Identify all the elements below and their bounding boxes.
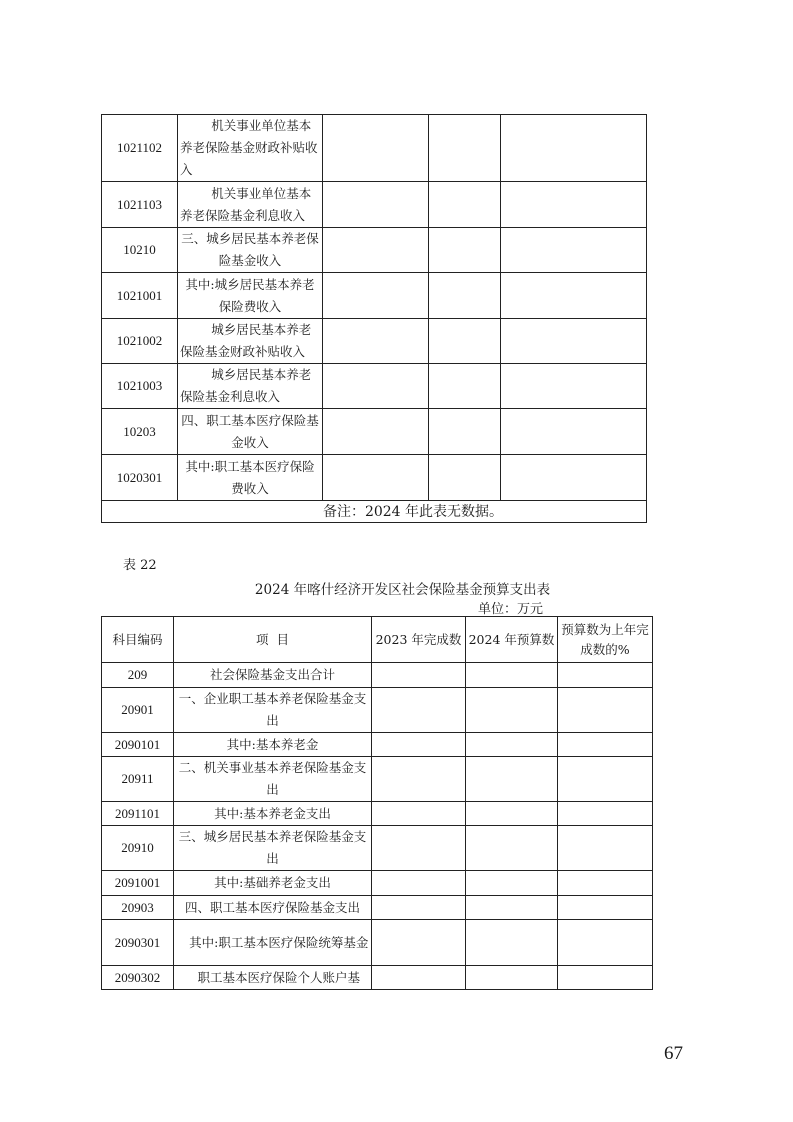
code-cell: 2091101 <box>102 802 174 826</box>
table-row <box>102 115 647 182</box>
value-cell <box>558 663 653 688</box>
code-cell: 10203 <box>102 409 178 455</box>
header-percent: 预算数为上年完成数的% <box>558 617 653 663</box>
table-row <box>102 871 653 896</box>
value-cell <box>323 115 429 182</box>
value-cell <box>501 115 647 182</box>
value-cell <box>466 896 558 920</box>
item-cell: 城乡居民基本养老保险基金财政补贴收入 <box>178 319 323 364</box>
value-cell <box>558 920 653 966</box>
table-row <box>102 920 653 966</box>
value-cell <box>372 920 466 966</box>
header-2023-actual: 2023 年完成数 <box>372 617 466 663</box>
note-row <box>102 501 647 523</box>
value-cell <box>466 826 558 871</box>
item-cell: 四、职工基本医疗保险基金支出 <box>174 896 372 920</box>
table-row <box>102 826 653 871</box>
item-cell: 其中:基本养老金支出 <box>174 802 372 826</box>
table-row <box>102 663 653 688</box>
value-cell <box>501 273 647 319</box>
code-cell: 2090302 <box>102 966 174 990</box>
code-cell: 1021003 <box>102 364 178 409</box>
item-cell: 三、城乡居民基本养老保险基金收入 <box>178 228 323 273</box>
value-cell <box>372 663 466 688</box>
item-cell: 其中:基本养老金 <box>174 733 372 757</box>
value-cell <box>372 826 466 871</box>
item-cell: 社会保险基金支出合计 <box>174 663 372 688</box>
code-cell: 2090101 <box>102 733 174 757</box>
table-header-row <box>102 617 653 663</box>
code-cell: 20911 <box>102 757 174 802</box>
value-cell <box>501 182 647 228</box>
value-cell <box>466 688 558 733</box>
value-cell <box>429 182 501 228</box>
table-row <box>102 966 653 990</box>
header-code: 科目编码 <box>102 617 174 663</box>
value-cell <box>323 182 429 228</box>
unit-label: 单位：万元 <box>478 602 544 617</box>
item-cell: 职工基本医疗保险个人账户基 <box>174 966 372 990</box>
value-cell <box>558 802 653 826</box>
value-cell <box>323 364 429 409</box>
value-cell <box>323 228 429 273</box>
value-cell <box>323 455 429 501</box>
value-cell <box>466 802 558 826</box>
value-cell <box>501 228 647 273</box>
item-cell: 其中:基础养老金支出 <box>174 871 372 896</box>
item-cell: 四、职工基本医疗保险基金收入 <box>178 409 323 455</box>
code-cell: 2091001 <box>102 871 174 896</box>
code-cell: 10210 <box>102 228 178 273</box>
value-cell <box>372 966 466 990</box>
code-cell: 20910 <box>102 826 174 871</box>
value-cell <box>429 409 501 455</box>
value-cell <box>323 319 429 364</box>
value-cell <box>466 871 558 896</box>
table-row <box>102 409 647 455</box>
table-row <box>102 802 653 826</box>
value-cell <box>323 273 429 319</box>
code-cell: 1021102 <box>102 115 178 182</box>
value-cell <box>372 871 466 896</box>
item-cell: 其中:城乡居民基本养老保险费收入 <box>178 273 323 319</box>
value-cell <box>466 733 558 757</box>
item-cell: 二、机关事业基本养老保险基金支出 <box>174 757 372 802</box>
value-cell <box>501 455 647 501</box>
value-cell <box>466 757 558 802</box>
code-cell: 1020301 <box>102 455 178 501</box>
page-number: 67 <box>664 1043 683 1064</box>
value-cell <box>429 228 501 273</box>
value-cell <box>501 409 647 455</box>
value-cell <box>558 826 653 871</box>
item-cell: 城乡居民基本养老保险基金利息收入 <box>178 364 323 409</box>
value-cell <box>429 273 501 319</box>
code-cell: 209 <box>102 663 174 688</box>
value-cell <box>429 364 501 409</box>
item-cell: 机关事业单位基本养老保险基金财政补贴收入 <box>178 115 323 182</box>
table-number-label: 表 22 <box>123 558 157 573</box>
table-note: 备注：2024 年此表无数据。 <box>102 501 647 523</box>
item-cell: 其中:职工基本医疗保险费收入 <box>178 455 323 501</box>
value-cell <box>558 733 653 757</box>
value-cell <box>372 757 466 802</box>
table-row <box>102 319 647 364</box>
value-cell <box>429 455 501 501</box>
table-row <box>102 896 653 920</box>
value-cell <box>501 364 647 409</box>
code-cell: 20903 <box>102 896 174 920</box>
table-row <box>102 455 647 501</box>
value-cell <box>372 896 466 920</box>
expenditure-table <box>101 616 653 990</box>
value-cell <box>558 757 653 802</box>
item-cell: 三、城乡居民基本养老保险基金支出 <box>174 826 372 871</box>
table-row <box>102 228 647 273</box>
value-cell <box>429 319 501 364</box>
header-2024-budget: 2024 年预算数 <box>466 617 558 663</box>
table-title: 2024 年喀什经济开发区社会保险基金预算支出表 <box>254 582 551 598</box>
value-cell <box>466 966 558 990</box>
value-cell <box>466 663 558 688</box>
value-cell <box>372 733 466 757</box>
code-cell: 20901 <box>102 688 174 733</box>
code-cell: 1021002 <box>102 319 178 364</box>
value-cell <box>372 688 466 733</box>
value-cell <box>323 409 429 455</box>
code-cell: 1021103 <box>102 182 178 228</box>
value-cell <box>501 319 647 364</box>
header-item: 项 目 <box>174 617 372 663</box>
income-table-continued <box>101 114 647 523</box>
value-cell <box>429 115 501 182</box>
code-cell: 1021001 <box>102 273 178 319</box>
table-row <box>102 182 647 228</box>
table-row <box>102 733 653 757</box>
code-cell: 2090301 <box>102 920 174 966</box>
value-cell <box>372 802 466 826</box>
value-cell <box>558 871 653 896</box>
item-cell: 其中:职工基本医疗保险统筹基金 <box>174 920 372 966</box>
item-cell: 机关事业单位基本养老保险基金利息收入 <box>178 182 323 228</box>
value-cell <box>466 920 558 966</box>
table-row <box>102 273 647 319</box>
value-cell <box>558 896 653 920</box>
table-row <box>102 364 647 409</box>
table-row <box>102 757 653 802</box>
value-cell <box>558 688 653 733</box>
item-cell: 一、企业职工基本养老保险基金支出 <box>174 688 372 733</box>
table-row <box>102 688 653 733</box>
value-cell <box>558 966 653 990</box>
